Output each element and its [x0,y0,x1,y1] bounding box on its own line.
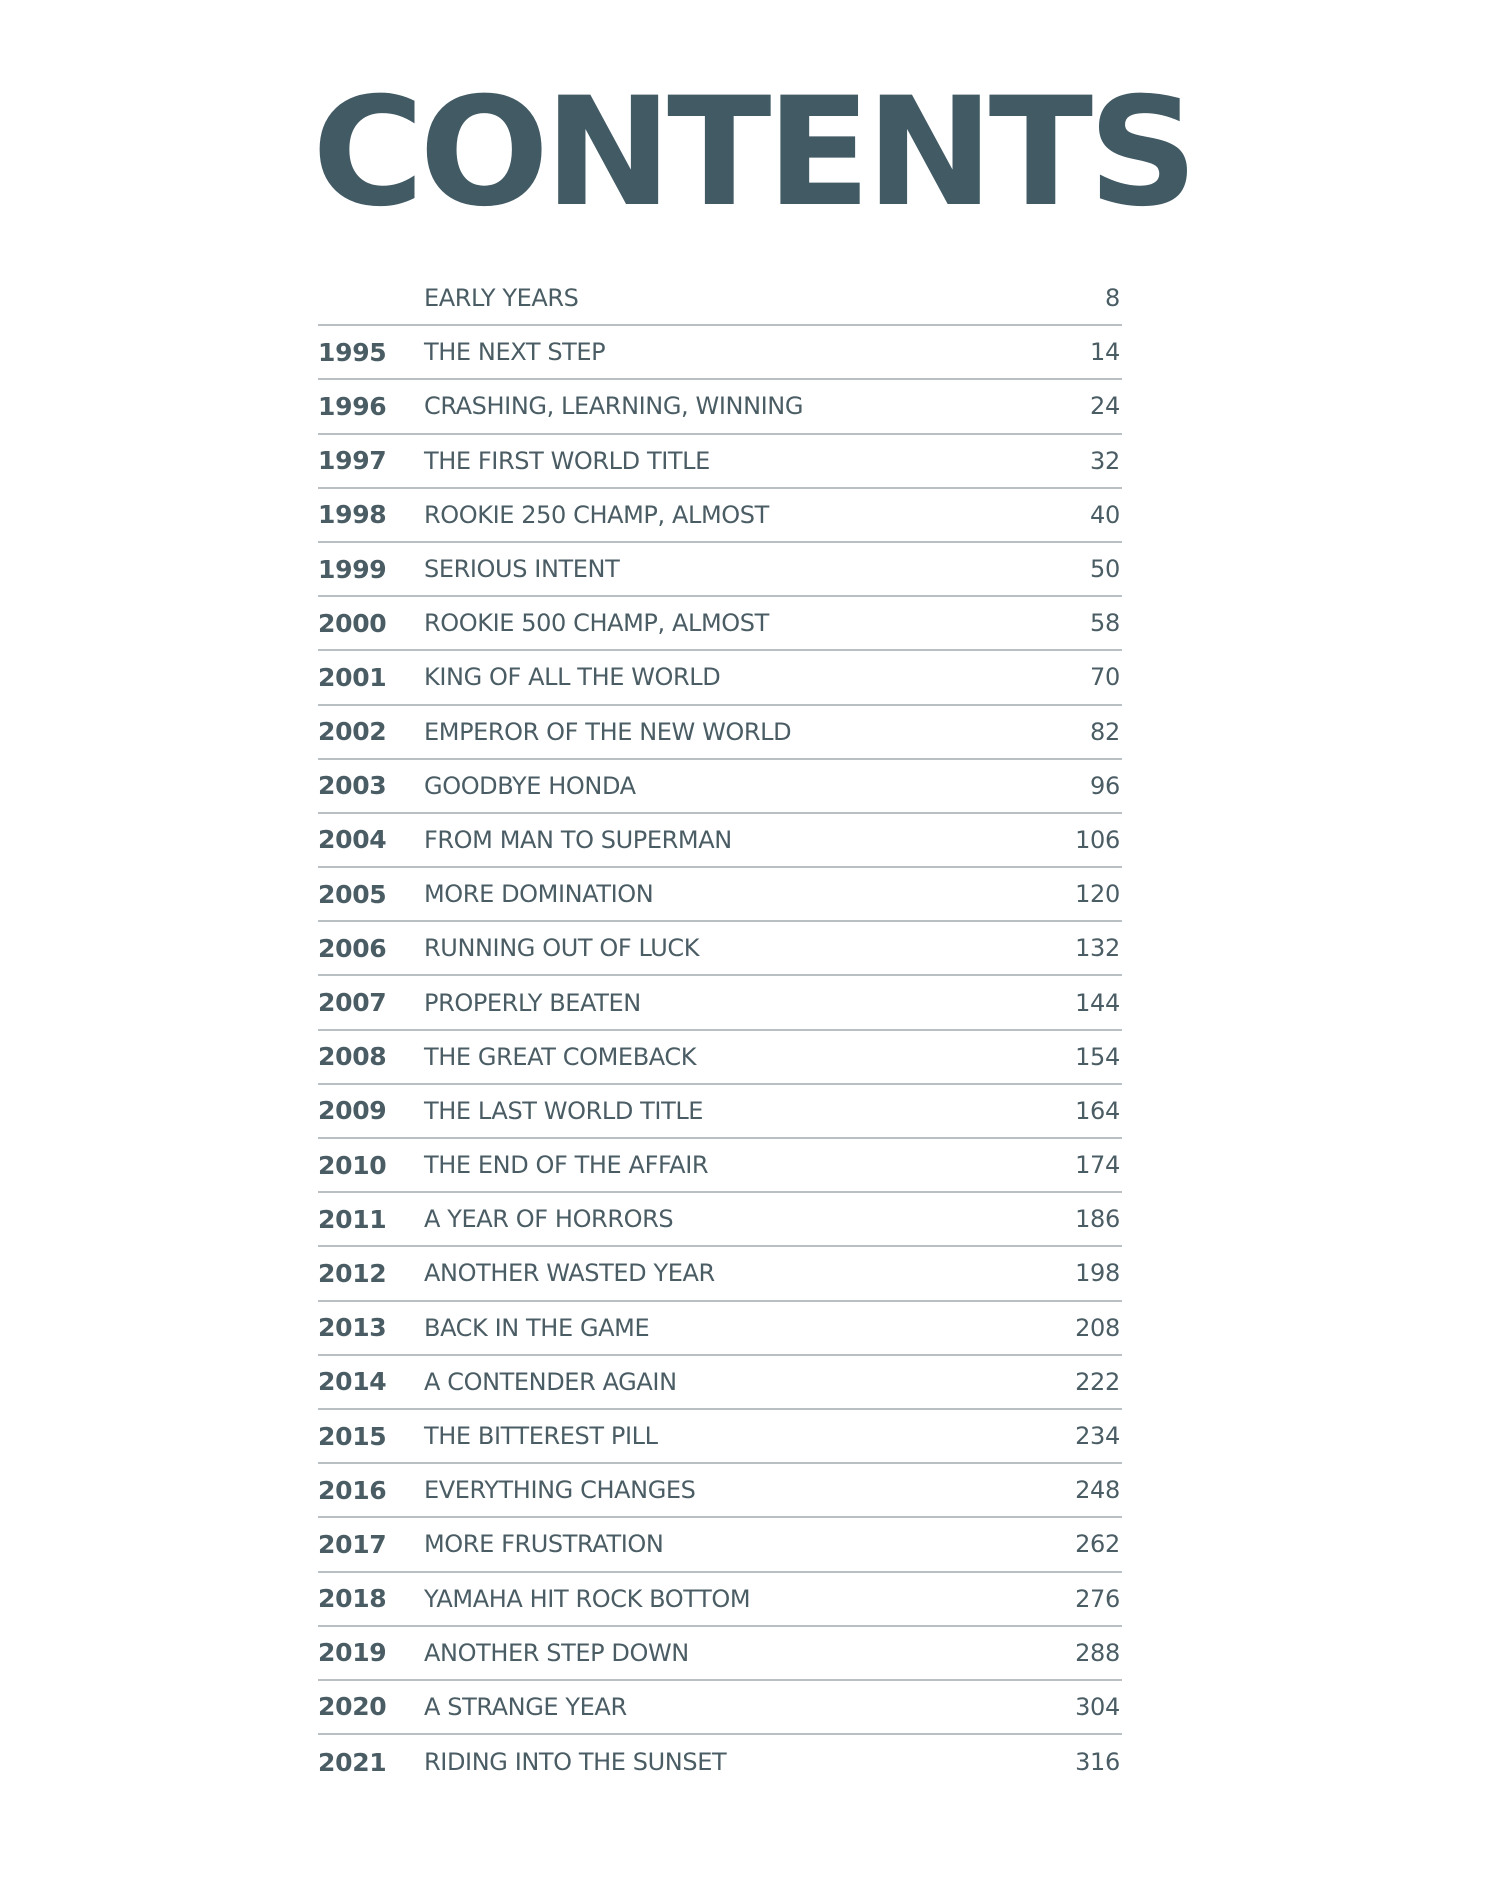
toc-row [318,1031,1122,1085]
toc-row [318,976,1122,1030]
toc-page-number: 8 [1105,284,1120,313]
toc-year: 2006 [318,933,387,963]
toc-year: 2017 [318,1529,387,1559]
toc-row [318,1573,1122,1627]
toc-year: 2011 [318,1204,387,1234]
toc-year: 2009 [318,1096,387,1126]
toc-page-number: 154 [1075,1042,1120,1071]
toc-chapter-title: A STRANGE YEAR [424,1692,627,1721]
toc-chapter-title: EVERYTHING CHANGES [424,1476,696,1505]
toc-page-number: 316 [1075,1748,1120,1777]
toc-chapter-title: GOODBYE HONDA [424,771,636,800]
toc-row [318,1085,1122,1139]
toc-page-number: 304 [1075,1692,1120,1721]
toc-page-number: 132 [1075,934,1120,963]
toc-chapter-title: THE FIRST WORLD TITLE [424,446,710,475]
toc-year: 2015 [318,1421,387,1451]
page-title: CONTENTS [312,66,1194,240]
toc-chapter-title: KING OF ALL THE WORLD [424,663,721,692]
toc-row [318,1247,1122,1301]
toc-chapter-title: RUNNING OUT OF LUCK [424,934,700,963]
toc-page-number: 96 [1090,771,1120,800]
toc-row [318,1627,1122,1681]
toc-year: 1996 [318,391,387,421]
toc-year: 2020 [318,1692,387,1722]
toc-chapter-title: SERIOUS INTENT [424,555,620,584]
toc-chapter-title: THE GREAT COMEBACK [424,1042,697,1071]
toc-year: 2003 [318,771,387,801]
toc-page-number: 58 [1090,609,1120,638]
toc-year: 2013 [318,1313,387,1343]
toc-chapter-title: PROPERLY BEATEN [424,988,641,1017]
toc-row [318,814,1122,868]
toc-year: 2019 [318,1638,387,1668]
toc-year: 2010 [318,1150,387,1180]
toc-chapter-title: CRASHING, LEARNING, WINNING [424,392,804,421]
toc-chapter-title: A YEAR OF HORRORS [424,1205,674,1234]
toc-year: 2018 [318,1584,387,1614]
toc-page-number: 198 [1075,1259,1120,1288]
toc-row [318,760,1122,814]
toc-year: 1999 [318,554,387,584]
toc-year: 2005 [318,879,387,909]
toc-row [318,706,1122,760]
toc-year: 2000 [318,608,387,638]
toc-chapter-title: ANOTHER STEP DOWN [424,1638,689,1667]
toc-year: 2007 [318,988,387,1018]
toc-page-number: 248 [1075,1476,1120,1505]
toc-year: 2021 [318,1747,387,1777]
toc-page-number: 32 [1090,446,1120,475]
toc-page-number: 222 [1075,1367,1120,1396]
toc-year: 2016 [318,1475,387,1505]
toc-year: 2008 [318,1042,387,1072]
toc-row [318,272,1122,326]
toc-chapter-title: ROOKIE 250 CHAMP, ALMOST [424,500,769,529]
toc-chapter-title: THE END OF THE AFFAIR [424,1151,709,1180]
toc-page-number: 164 [1075,1096,1120,1125]
toc-chapter-title: THE LAST WORLD TITLE [424,1096,704,1125]
toc-chapter-title: EARLY YEARS [424,284,579,313]
toc-row [318,868,1122,922]
toc-row [318,1139,1122,1193]
toc-chapter-title: EMPEROR OF THE NEW WORLD [424,717,792,746]
toc-year: 2014 [318,1367,387,1397]
toc-chapter-title: MORE DOMINATION [424,880,654,909]
toc-chapter-title: MORE FRUSTRATION [424,1530,664,1559]
toc-page-number: 70 [1090,663,1120,692]
toc-row [318,1410,1122,1464]
toc-page-number: 234 [1075,1422,1120,1451]
toc-year: 2012 [318,1258,387,1288]
toc-page-number: 40 [1090,500,1120,529]
toc-page-number: 262 [1075,1530,1120,1559]
toc-page-number: 106 [1075,825,1120,854]
toc-row [318,922,1122,976]
toc-chapter-title: THE BITTEREST PILL [424,1422,658,1451]
toc-page-number: 186 [1075,1205,1120,1234]
toc-row [318,1681,1122,1735]
toc-chapter-title: THE NEXT STEP [424,338,606,367]
toc-row [318,597,1122,651]
toc-row [318,1193,1122,1247]
toc-year: 2004 [318,825,387,855]
toc-row [318,543,1122,597]
toc-chapter-title: RIDING INTO THE SUNSET [424,1748,727,1777]
toc-page-number: 174 [1075,1151,1120,1180]
toc-year: 1995 [318,337,387,367]
toc-page-number: 276 [1075,1584,1120,1613]
toc-page-number: 24 [1090,392,1120,421]
toc-chapter-title: YAMAHA HIT ROCK BOTTOM [424,1584,751,1613]
toc-row [318,1464,1122,1518]
toc-page-number: 14 [1090,338,1120,367]
toc-chapter-title: ANOTHER WASTED YEAR [424,1259,715,1288]
toc-row [318,435,1122,489]
toc-chapter-title: BACK IN THE GAME [424,1313,650,1342]
toc-row [318,380,1122,434]
toc-page-number: 82 [1090,717,1120,746]
toc-year: 2001 [318,662,387,692]
toc-page-number: 144 [1075,988,1120,1017]
toc-page-number: 208 [1075,1313,1120,1342]
toc-row [318,1302,1122,1356]
toc-row [318,651,1122,705]
table-of-contents [318,272,1122,1789]
toc-page-number: 50 [1090,555,1120,584]
toc-chapter-title: ROOKIE 500 CHAMP, ALMOST [424,609,769,638]
toc-year: 1997 [318,446,387,476]
toc-page-number: 288 [1075,1638,1120,1667]
toc-row [318,489,1122,543]
toc-row [318,1356,1122,1410]
toc-year: 1998 [318,500,387,530]
toc-row [318,1735,1122,1789]
toc-row [318,1518,1122,1572]
toc-chapter-title: A CONTENDER AGAIN [424,1367,677,1396]
toc-row [318,326,1122,380]
toc-year: 2002 [318,717,387,747]
toc-chapter-title: FROM MAN TO SUPERMAN [424,825,732,854]
toc-page-number: 120 [1075,880,1120,909]
